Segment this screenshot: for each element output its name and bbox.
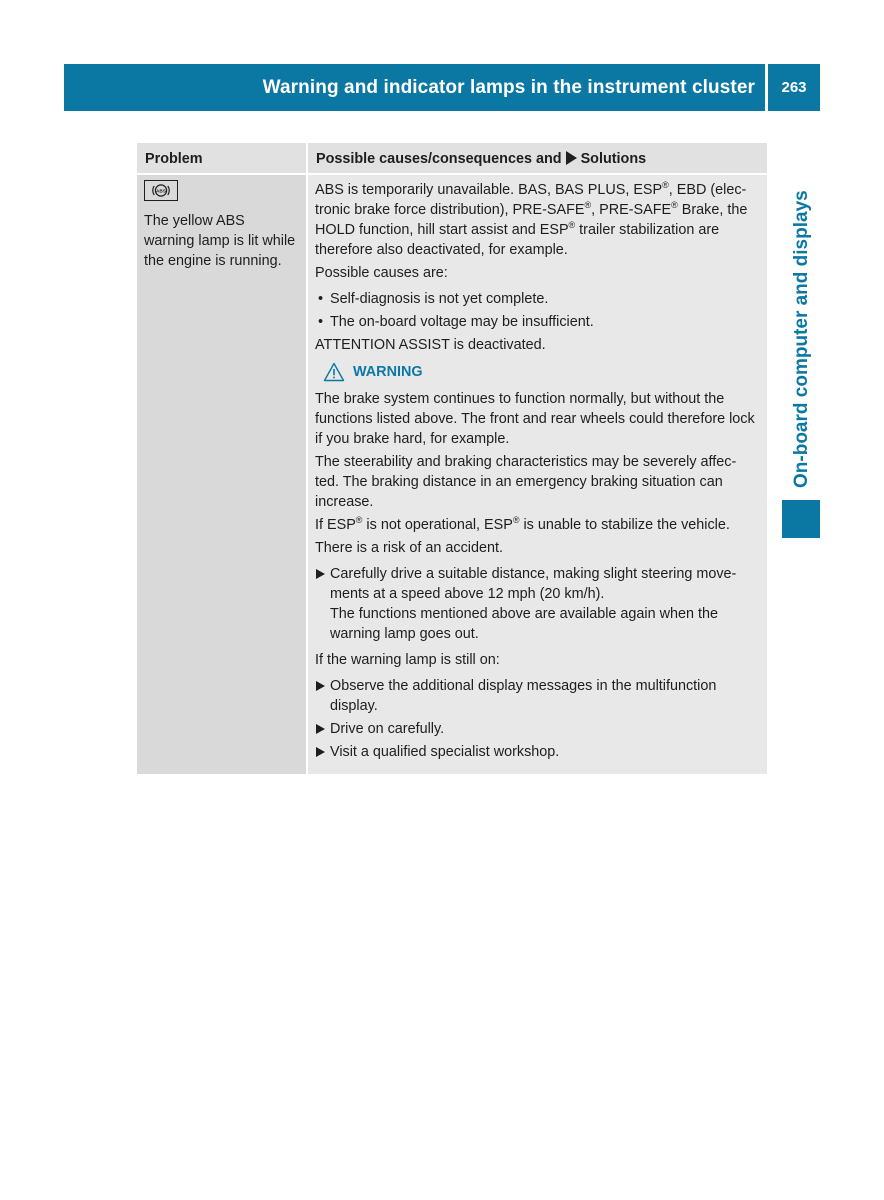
still-on-text: If the warning lamp is still on: [315, 652, 500, 668]
table-header-row [137, 143, 767, 175]
instruction-step [315, 564, 759, 644]
abs-warning-lamp-icon [144, 180, 178, 201]
arrow-right-icon [566, 151, 577, 165]
page-number: 263 [768, 64, 820, 111]
warning-text-2: The steerability and braking characteristics may be severely affec-ted. The braking distance in an emergency braking situation can increase. [315, 454, 737, 510]
column-header-causes: Possible causes/consequences and [316, 151, 562, 167]
side-tab-label: On-board computer and displays [791, 190, 812, 488]
instruction-step: Visit a qualified specialist workshop. [315, 742, 759, 762]
column-header-problem: Problem [137, 143, 308, 175]
warning-triangle-icon [323, 362, 345, 382]
attention-assist-text: ATTENTION ASSIST is deactivated. [315, 337, 546, 353]
problem-solution-table [137, 143, 767, 774]
column-header-solutions-label: Solutions [580, 151, 647, 167]
instruction-step: Drive on carefully. [315, 719, 759, 739]
problem-cell [137, 175, 308, 774]
warning-text-4: There is a risk of an accident. [315, 540, 503, 556]
warning-label: WARNING [353, 364, 423, 380]
deactivated-systems-text: ABS is temporarily unavailable. BAS, BAS PLUS, ESP®, EBD (elec-tronic brake force distribution), PRE-SAFE®, PRE-SAFE® Brake, the HOLD function, hill start assist and ESP® trailer stabilization are therefore also deactivated, for example. [315, 180, 748, 258]
problem-description: The yellow ABS warning lamp is lit while the engine is running. [144, 213, 296, 269]
causes-intro: Possible causes are: [315, 265, 448, 281]
svg-text:ABS: ABS [156, 188, 166, 194]
warning-text-3: If ESP® is not operational, ESP® is unable to stabilize the vehicle. [315, 515, 730, 533]
instruction-step-text: Carefully drive a suitable distance, making slight steering move-ments at a speed above 12 mph (20 km/h). [330, 566, 737, 602]
instruction-step: Observe the additional display messages in the multifunction display. [315, 676, 759, 716]
instruction-step-note: The functions mentioned above are available again when the warning lamp goes out. [330, 606, 719, 642]
warning-text-1: The brake system continues to function normally, but without the functions listed above. The front and rear wheels could therefore lock if you brake hard, for example. [315, 391, 755, 447]
header-bar [64, 64, 765, 111]
page-title: Warning and indicator lamps in the instrument cluster [262, 76, 755, 98]
list-item: • Self-diagnosis is not yet complete. [315, 289, 759, 309]
warning-heading [315, 362, 759, 382]
list-item: • The on-board voltage may be insufficient. [315, 312, 759, 332]
side-tab-marker [782, 500, 820, 538]
solution-cell [308, 175, 767, 774]
table-row [137, 175, 767, 774]
column-header-solutions [308, 143, 767, 175]
